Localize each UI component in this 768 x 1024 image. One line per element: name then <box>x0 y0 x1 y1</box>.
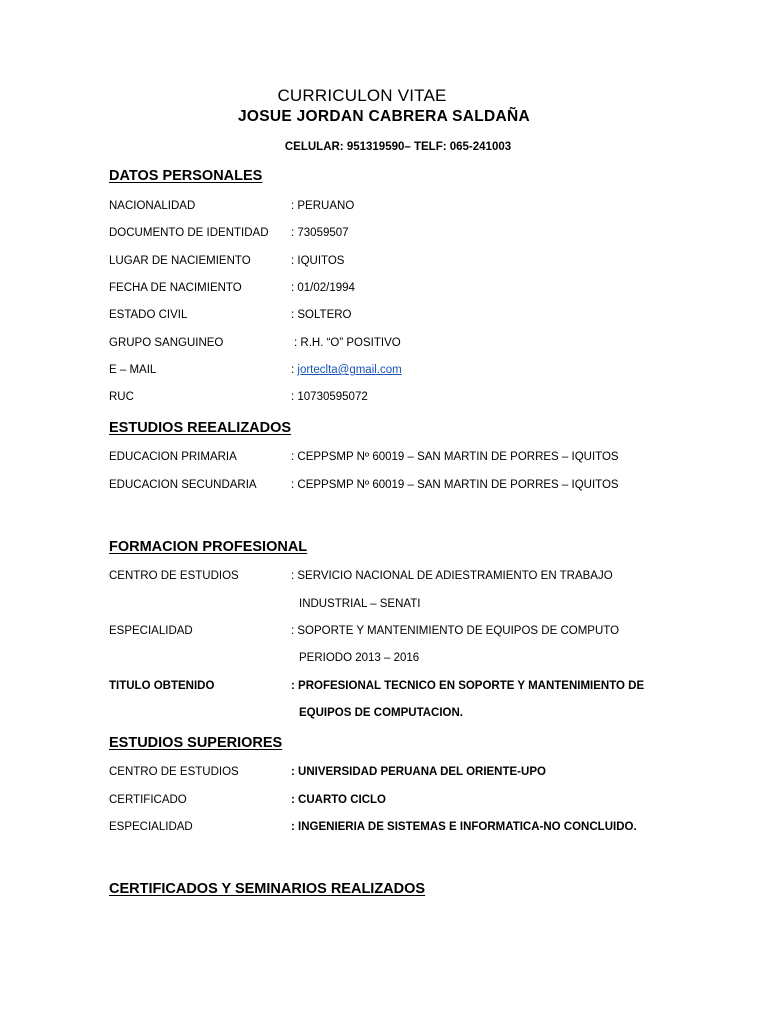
label-especialidad: ESPECIALIDAD <box>109 625 193 637</box>
section-heading-professional: FORMACION PROFESIONAL <box>109 539 308 555</box>
label-nacionalidad: NACIONALIDAD <box>109 200 196 212</box>
value-certificado: : CUARTO CICLO <box>291 794 386 806</box>
value-lugar-nacimiento: : IQUITOS <box>291 255 345 267</box>
section-heading-personal: DATOS PERSONALES <box>109 168 263 184</box>
label-documento: DOCUMENTO DE IDENTIDAD <box>109 227 269 239</box>
section-heading-studies: ESTUDIOS REEALIZADOS <box>109 420 292 436</box>
value-titulo-obtenido-cont: EQUIPOS DE COMPUTACION. <box>299 707 463 719</box>
value-centro-estudios-cont: INDUSTRIAL – SENATI <box>299 598 421 610</box>
label-educacion-primaria: EDUCACION PRIMARIA <box>109 451 237 463</box>
label-ruc: RUC <box>109 391 134 403</box>
value-periodo: PERIODO 2013 – 2016 <box>299 652 420 664</box>
label-educacion-secundaria: EDUCACION SECUNDARIA <box>109 479 257 491</box>
value-estado-civil: : SOLTERO <box>291 309 352 321</box>
label-centro-estudios: CENTRO DE ESTUDIOS <box>109 570 239 582</box>
value-fecha-nacimiento: : 01/02/1994 <box>291 282 355 294</box>
applicant-name: JOSUE JORDAN CABRERA SALDAÑA <box>237 108 531 125</box>
value-especialidad-superior: : INGENIERIA DE SISTEMAS E INFORMATICA-NO CONCLUIDO. <box>291 821 637 833</box>
value-especialidad: : SOPORTE Y MANTENIMIENTO DE EQUIPOS DE COMPUTO <box>291 625 620 637</box>
label-centro-estudios-superior: CENTRO DE ESTUDIOS <box>109 766 239 778</box>
label-lugar-nacimiento: LUGAR DE NACIEMIENTO <box>109 255 251 267</box>
value-grupo-sanguineo: : R.H. “O” POSITIVO <box>294 337 401 349</box>
value-ruc: : 10730595072 <box>291 391 368 403</box>
email-link[interactable]: jorteclta@gmail.com <box>297 364 402 376</box>
label-titulo-obtenido: TITULO OBTENIDO <box>109 680 215 692</box>
label-grupo-sanguineo: GRUPO SANGUINEO <box>109 337 224 349</box>
label-especialidad-superior: ESPECIALIDAD <box>109 821 193 833</box>
document-title: CURRICULON VITAE <box>277 86 447 105</box>
value-email <box>291 364 402 376</box>
value-educacion-primaria: : CEPPSMP Nº 60019 – SAN MARTIN DE PORRES – IQUITOS <box>291 451 619 463</box>
label-certificado: CERTIFICADO <box>109 794 187 806</box>
label-email: E – MAIL <box>109 364 157 376</box>
email-prefix: : <box>291 364 298 376</box>
section-heading-higher: ESTUDIOS SUPERIORES <box>109 735 283 751</box>
contact-line: CELULAR: 951319590– TELF: 065-241003 <box>284 141 512 153</box>
value-titulo-obtenido: : PROFESIONAL TECNICO EN SOPORTE Y MANTENIMIENTO DE <box>291 680 645 692</box>
value-educacion-secundaria: : CEPPSMP Nº 60019 – SAN MARTIN DE PORRES – IQUITOS <box>291 479 619 491</box>
value-documento: : 73059507 <box>291 227 349 239</box>
value-centro-estudios-superior: : UNIVERSIDAD PERUANA DEL ORIENTE-UPO <box>291 766 546 778</box>
label-estado-civil: ESTADO CIVIL <box>109 309 188 321</box>
value-nacionalidad: : PERUANO <box>291 200 355 212</box>
value-centro-estudios: : SERVICIO NACIONAL DE ADIESTRAMIENTO EN TRABAJO <box>291 570 613 582</box>
label-fecha-nacimiento: FECHA DE NACIMIENTO <box>109 282 242 294</box>
section-heading-certificates: CERTIFICADOS Y SEMINARIOS REALIZADOS <box>109 881 426 897</box>
